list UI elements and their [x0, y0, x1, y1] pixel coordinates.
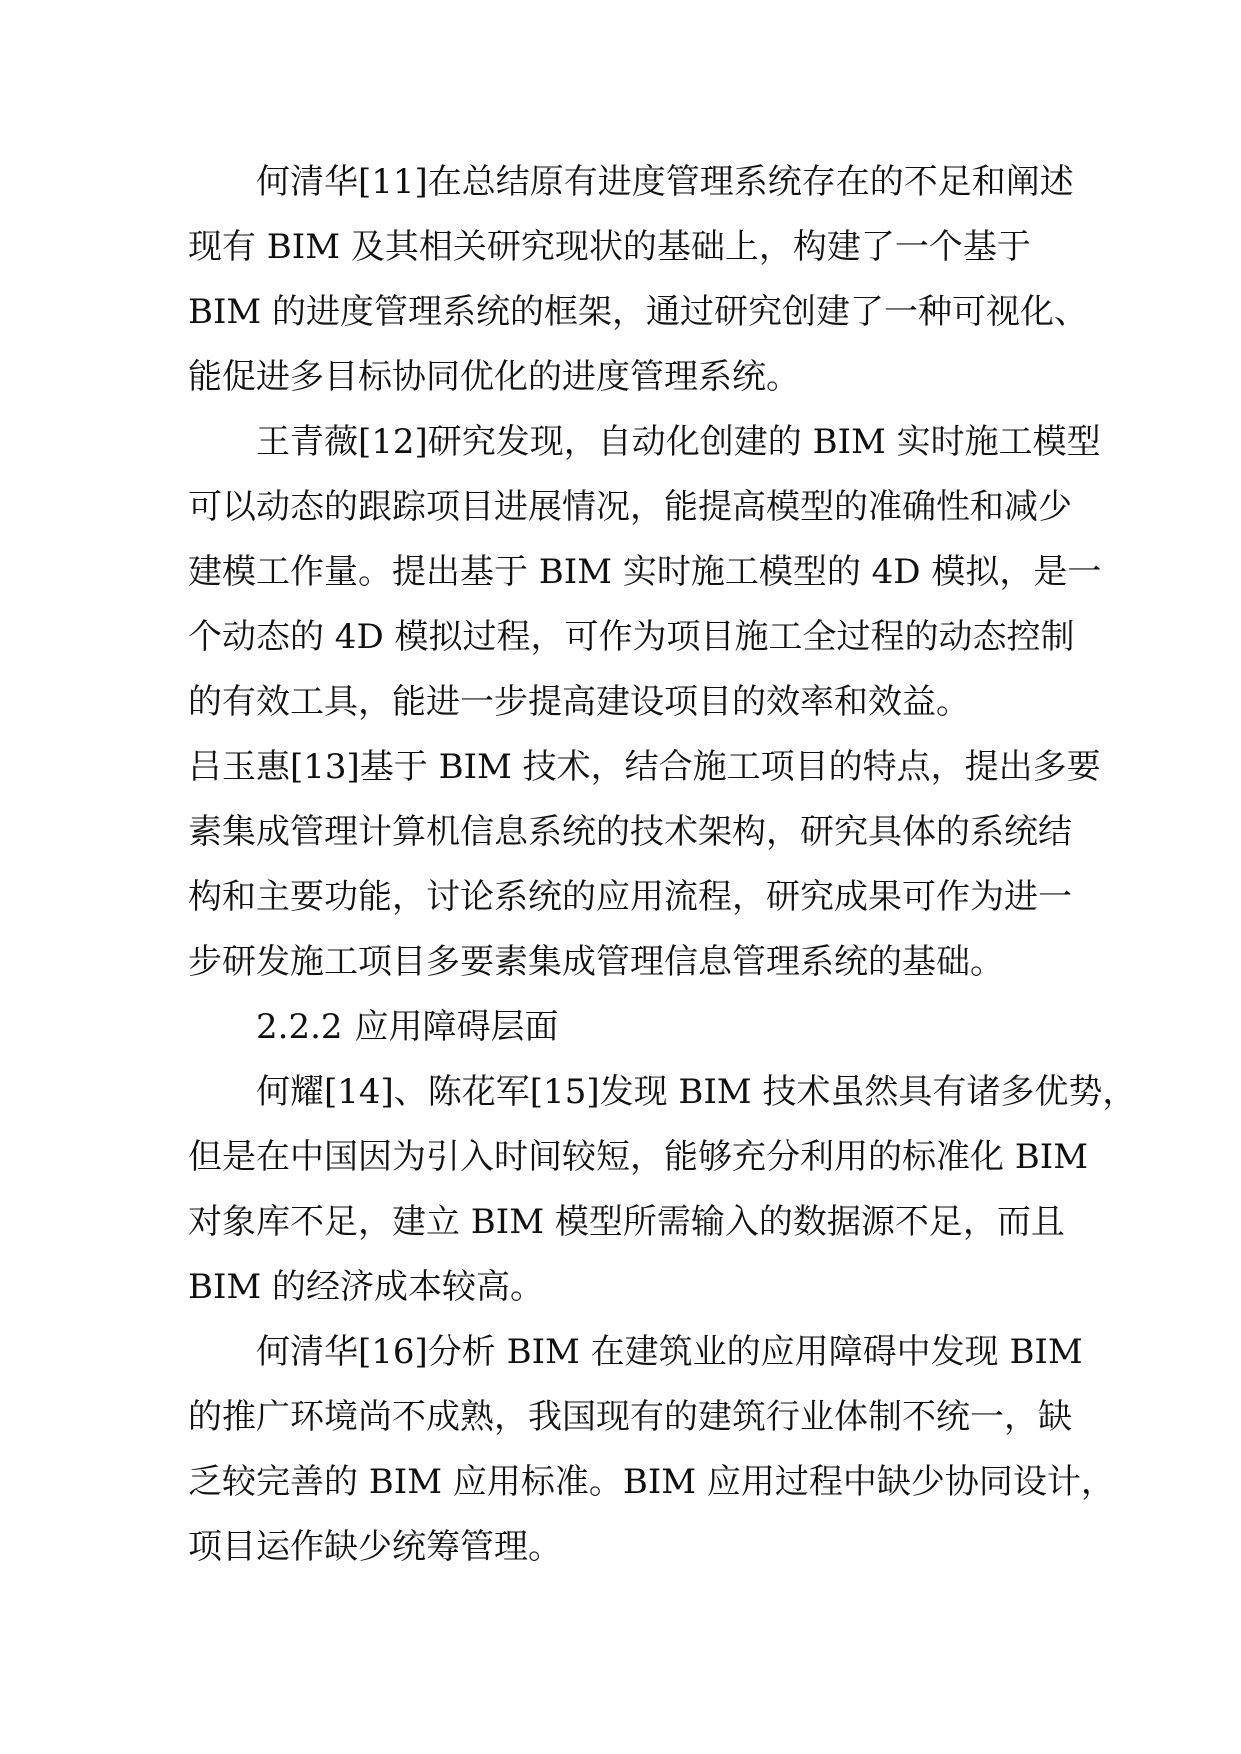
text-line: 吕玉惠[13]基于 BIM 技术，结合施工项目的特点，提出多要: [188, 747, 1101, 787]
text-line: 何耀[14]、陈花军[15]发现 BIM 技术虽然具有诸多优势，: [256, 1072, 1137, 1112]
text-line: 能促进多目标协同优化的进度管理系统。: [188, 357, 800, 397]
section-heading: [188, 995, 1054, 1060]
text-line: 现有 BIM 及其相关研究现状的基础上，构建了一个基于: [188, 227, 1031, 267]
text-line: 建模工作量。提出基于 BIM 实时施工模型的 4D 模拟，是一: [188, 552, 1102, 592]
paragraph-he-yao-14: [188, 1060, 1137, 1320]
text-line: 对象库不足，建立 BIM 模型所需输入的数据源不足，而且: [188, 1202, 1065, 1242]
text-line: BIM 的经济成本较高。: [188, 1267, 545, 1307]
section-title: 应用障碍层面: [354, 1007, 559, 1047]
text-line: 乏较完善的 BIM 应用标准。BIM 应用过程中缺少协同设计，: [188, 1462, 1115, 1502]
text-line: 何清华[16]分析 BIM 在建筑业的应用障碍中发现 BIM: [256, 1332, 1083, 1372]
paragraph-he-qinghua-11: [188, 150, 1089, 410]
text-line: 的推广环境尚不成熟，我国现有的建筑行业体制不统一，缺: [188, 1397, 1072, 1437]
section-number: 2.2.2: [256, 1007, 343, 1047]
text-line: 但是在中国因为引入时间较短，能够充分利用的标准化 BIM: [188, 1137, 1089, 1177]
text-line: 构和主要功能，讨论系统的应用流程，研究成果可作为进一: [188, 877, 1072, 917]
text-line: 王青薇[12]研究发现，自动化创建的 BIM 实时施工模型: [256, 422, 1101, 462]
text-line: BIM 的进度管理系统的框架，通过研究创建了一种可视化、: [188, 292, 1089, 332]
document-page: [188, 150, 1137, 1580]
paragraph-lv-yuhui-13: [188, 735, 1101, 995]
text-line: 项目运作缺少统筹管理。: [188, 1527, 562, 1567]
text-line: 何清华[11]在总结原有进度管理系统存在的不足和阐述: [256, 162, 1074, 202]
text-line: 个动态的 4D 模拟过程，可作为项目施工全过程的动态控制: [188, 617, 1075, 657]
paragraph-wang-qingwei-12: [188, 410, 1102, 735]
paragraph-he-qinghua-16: [188, 1320, 1115, 1580]
text-line: 的有效工具，能进一步提高建设项目的效率和效益。: [188, 682, 970, 722]
text-line: 可以动态的跟踪项目进展情况，能提高模型的准确性和减少: [188, 487, 1072, 527]
text-line: 步研发施工项目多要素集成管理信息管理系统的基础。: [188, 942, 1004, 982]
text-line: 素集成管理计算机信息系统的技术架构，研究具体的系统结: [188, 812, 1072, 852]
